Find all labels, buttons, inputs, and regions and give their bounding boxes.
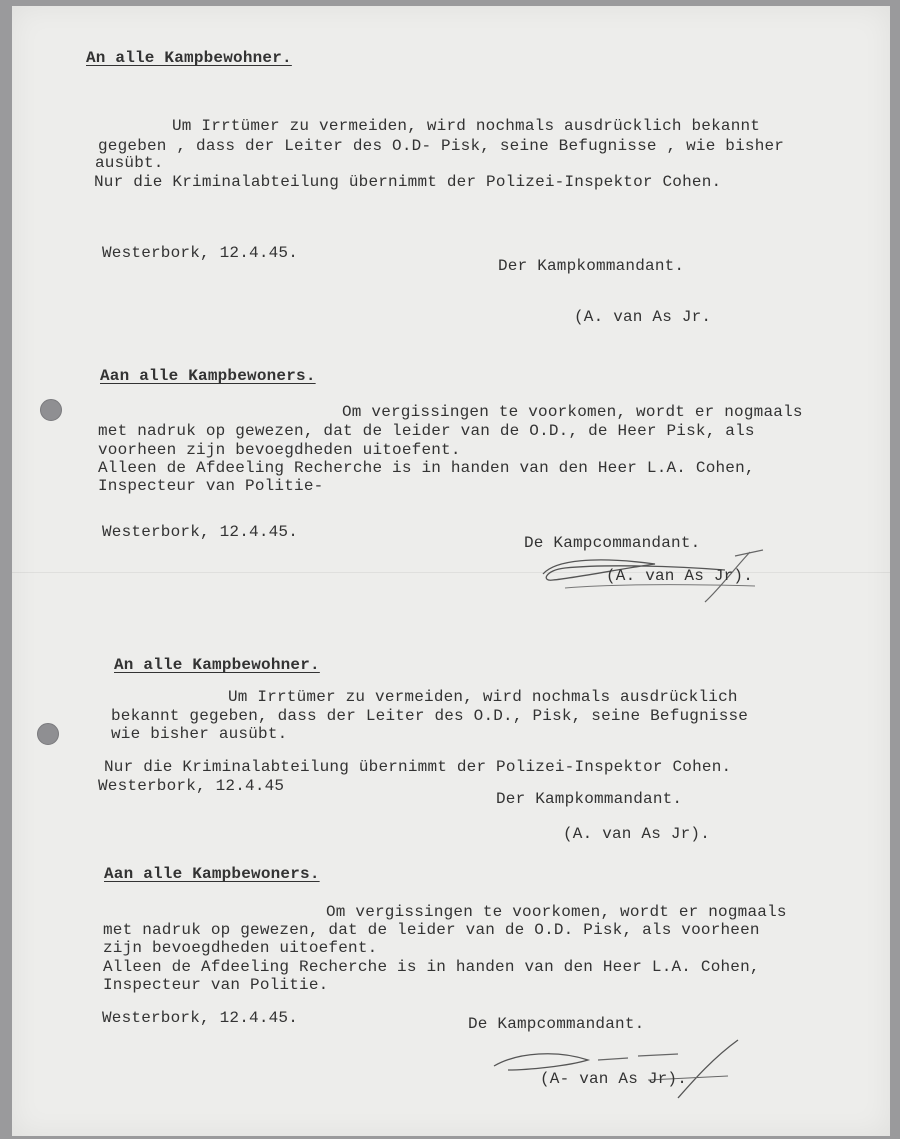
block3-body-line-1: Um Irrtümer zu vermeiden, wird nochmals ausdrücklich — [228, 688, 738, 706]
block4-heading: Aan alle Kampbewoners. — [104, 865, 320, 883]
block3-body-line-2: bekannt gegeben, dass der Leiter des O.D., Pisk, seine Befugnisse — [111, 707, 749, 725]
block4-body-line-1: Om vergissingen te voorkomen, wordt er nogmaals — [326, 903, 787, 921]
block3-heading: An alle Kampbewohner. — [114, 656, 320, 674]
block4-body-line-5: Inspecteur van Politie. — [103, 976, 329, 994]
block2-body-line-4: Alleen de Afdeeling Recherche is in handen van den Heer L.A. Cohen, — [98, 459, 755, 477]
block4-body-line-4: Alleen de Afdeeling Recherche is in handen van den Heer L.A. Cohen, — [103, 958, 760, 976]
block2-body-line-1: Om vergissingen te voorkomen, wordt er nogmaals — [342, 403, 803, 421]
block4-place-date: Westerbork, 12.4.45. — [102, 1009, 299, 1027]
block3-body-line-3: wie bisher ausübt. — [111, 725, 288, 743]
block1-office: Der Kampkommandant. — [498, 257, 685, 275]
block2-place-date: Westerbork, 12.4.45. — [102, 523, 299, 541]
block1-name: (A. van As Jr. — [574, 308, 712, 326]
block4-office: De Kampcommandant. — [468, 1015, 645, 1033]
punch-hole-top — [40, 399, 62, 421]
block2-body-line-2: met nadruk op gewezen, dat de leider van de O.D., de Heer Pisk, als — [98, 422, 755, 440]
block3-office: Der Kampkommandant. — [496, 790, 683, 808]
block1-place-date: Westerbork, 12.4.45. — [102, 244, 299, 262]
block4-name: (A- van As Jr). — [540, 1070, 688, 1088]
block2-name: (A. van As Jr). — [606, 567, 754, 585]
block3-body-line-4: Nur die Kriminalabteilung übernimmt der Polizei-Inspektor Cohen. — [104, 758, 732, 776]
block2-body-line-3: voorheen zijn bevoegdheden uitoefent. — [98, 441, 461, 459]
punch-hole-bottom — [37, 723, 59, 745]
block1-body-line-4: Nur die Kriminalabteilung übernimmt der Polizei-Inspektor Cohen. — [94, 173, 722, 191]
block4-body-line-3: zijn bevoegdheden uitoefent. — [103, 939, 378, 957]
block1-body-line-2: gegeben , dass der Leiter des O.D- Pisk, seine Befugnisse , wie bisher — [98, 137, 785, 155]
block1-heading: An alle Kampbewohner. — [86, 49, 292, 67]
block1-body-line-1: Um Irrtümer zu vermeiden, wird nochmals ausdrücklich bekannt — [172, 117, 761, 135]
block3-name: (A. van As Jr). — [563, 825, 711, 843]
block1-body-line-3: ausübt. — [95, 154, 164, 172]
block2-heading: Aan alle Kampbewoners. — [100, 367, 316, 385]
block3-place-date: Westerbork, 12.4.45 — [98, 777, 285, 795]
block2-office: De Kampcommandant. — [524, 534, 701, 552]
block4-body-line-2: met nadruk op gewezen, dat de leider van de O.D. Pisk, als voorheen — [103, 921, 760, 939]
block2-body-line-5: Inspecteur van Politie- — [98, 477, 324, 495]
